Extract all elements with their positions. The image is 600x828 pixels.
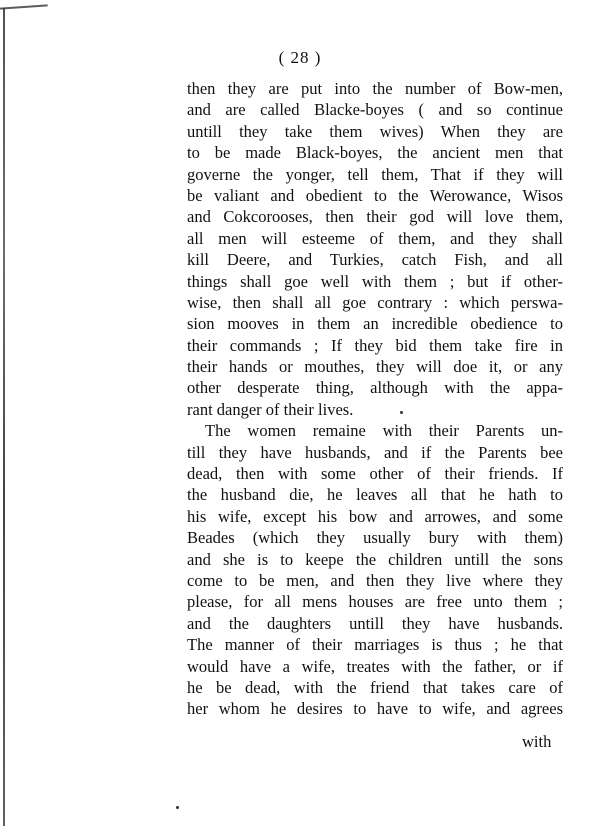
text-line: his wife, except his bow and arrowes, and some	[187, 506, 563, 526]
text-line: governe the yonger, tell them, That if they will	[187, 164, 563, 184]
text-line: other desperate thing, although with the appa-	[187, 378, 563, 398]
text-line: her whom he desires to have to wife, and agrees	[187, 699, 563, 719]
text-line: and she is to keepe the children untill the sons	[187, 549, 563, 569]
text-line: untill they take them wives) When they are	[187, 121, 563, 141]
text-line: things shall goe well with them ; but if other-	[187, 271, 563, 291]
text-line: the husband die, he leaves all that he hath to	[187, 485, 563, 505]
text-line: be valiant and obedient to the Werowance, Wisos	[187, 185, 563, 205]
text-block	[187, 78, 563, 720]
catchword: with	[522, 732, 552, 751]
text-line: then they are put into the number of Bow-men,	[187, 79, 563, 98]
text-line: to be made Black-boyes, the ancient men that	[187, 143, 563, 163]
page-number: ( 28 )	[278, 48, 322, 67]
text-line: and the daughters untill they have husbands.	[187, 613, 563, 633]
text-line: their commands ; If they bid them take fire in	[187, 335, 563, 355]
text-line: come to be men, and then they live where they	[187, 570, 563, 590]
text-line: wise, then shall all goe contrary : which perswa-	[187, 292, 563, 312]
text-line: Beades (which they usually bury with them)	[187, 528, 563, 548]
text-line: rant danger of their lives.	[187, 399, 354, 419]
text-line: till they have husbands, and if the Parents bee	[187, 442, 563, 462]
text-line: all men will esteeme of them, and they shall	[187, 228, 563, 248]
ink-speck	[400, 411, 403, 414]
corner-mark	[0, 4, 48, 17]
page-edge	[3, 8, 5, 826]
text-line: their hands or mouthes, they will doe it, or any	[187, 357, 563, 377]
text-line: The women remaine with their Parents un-	[205, 421, 563, 441]
ink-speck	[176, 806, 179, 809]
text-line: The manner of their marriages is thus ; he that	[187, 635, 563, 655]
text-line: and are called Blacke-boyes ( and so continue	[187, 100, 563, 120]
text-line: dead, then with some other of their friends. If	[187, 464, 563, 484]
text-line: and Cokcorooses, then their god will love them,	[187, 207, 563, 227]
text-line: he be dead, with the friend that takes care of	[187, 677, 563, 697]
text-line: please, for all mens houses are free unto them ;	[187, 592, 563, 612]
text-line: kill Deere, and Turkies, catch Fish, and all	[187, 250, 563, 270]
text-line: would have a wife, treates with the father, or if	[187, 656, 563, 676]
text-line: sion mooves in them an incredible obedience to	[187, 314, 563, 334]
